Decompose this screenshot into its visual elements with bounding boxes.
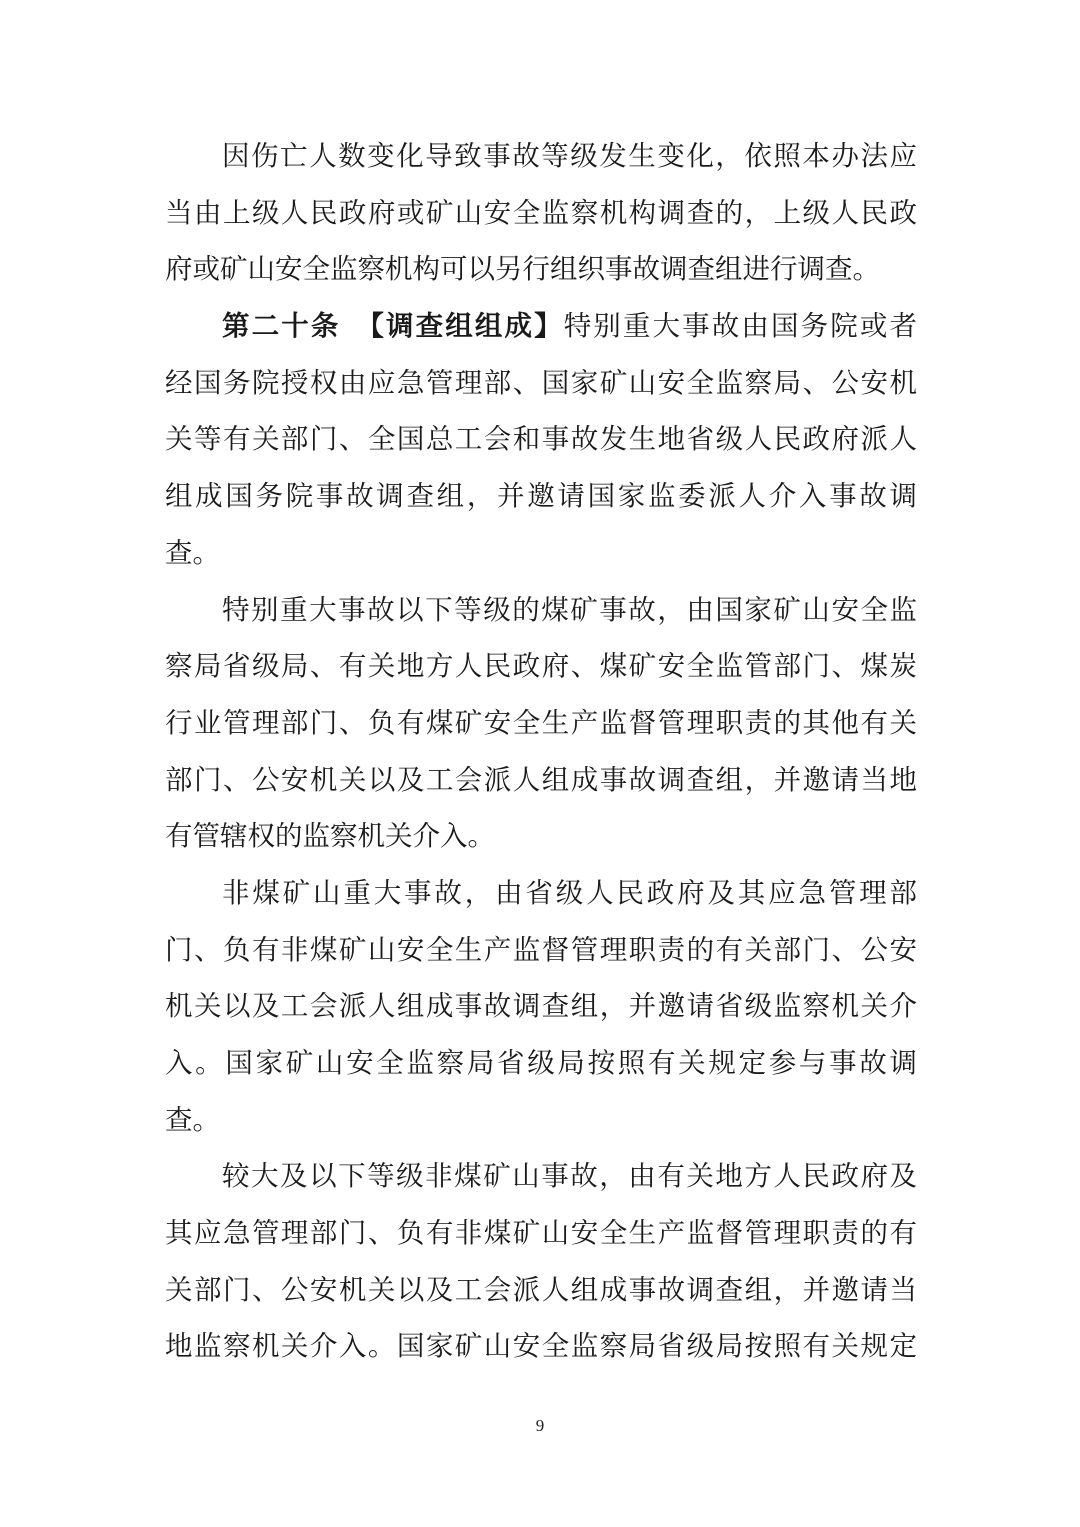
text-line xyxy=(165,1205,917,1262)
text-line xyxy=(165,1092,917,1149)
line-text: 较大及以下等级非煤矿山事故，由有关地方人民政府及 xyxy=(222,1160,917,1193)
text-line xyxy=(165,1262,917,1319)
line-text: 部门、公安机关以及工会派人组成事故调查组，并邀请当地 xyxy=(165,763,917,796)
body-text xyxy=(165,128,917,1375)
line-text: 其应急管理部门、负有非煤矿山安全生产监督管理职责的有 xyxy=(165,1217,917,1250)
text-line xyxy=(165,411,917,468)
line-text: 特别重大事故由国务院或者 xyxy=(563,310,917,343)
text-line xyxy=(165,355,917,412)
line-text: 当由上级人民政府或矿山安全监察机构调查的，上级人民政 xyxy=(165,196,917,229)
line-text: 查。 xyxy=(165,1103,220,1136)
text-line xyxy=(165,468,917,525)
line-text: 入。国家矿山安全监察局省级局按照有关规定参与事故调 xyxy=(165,1047,917,1079)
line-text: 有管辖权的监察机关介入。 xyxy=(165,820,495,853)
line-text: 关部门、公安机关以及工会派人组成事故调查组，并邀请当 xyxy=(165,1273,917,1306)
text-line xyxy=(165,525,917,582)
article-heading: 第二十条 【调查组组成】 xyxy=(222,310,564,343)
text-line xyxy=(165,808,917,865)
text-line xyxy=(165,298,917,355)
line-text: 查。 xyxy=(165,536,220,569)
text-line xyxy=(165,978,917,1035)
line-text: 组成国务院事故调查组，并邀请国家监委派人介入事故调 xyxy=(165,480,917,513)
text-line xyxy=(165,1318,917,1375)
text-line xyxy=(165,865,917,922)
line-text: 非煤矿山重大事故，由省级人民政府及其应急管理部 xyxy=(222,876,917,909)
line-text: 关等有关部门、全国总工会和事故发生地省级人民政府派人 xyxy=(165,423,917,456)
text-line xyxy=(165,1148,917,1205)
text-line xyxy=(165,695,917,752)
text-line xyxy=(165,128,917,185)
line-text: 行业管理部门、负有煤矿安全生产监督管理职责的其他有关 xyxy=(165,706,917,739)
text-line xyxy=(165,1035,917,1092)
text-line xyxy=(165,638,917,695)
line-text: 因伤亡人数变化导致事故等级发生变化，依照本办法应 xyxy=(222,140,917,172)
line-text: 门、负有非煤矿山安全生产监督管理职责的有关部门、公安 xyxy=(165,933,917,966)
line-text: 机关以及工会派人组成事故调查组，并邀请省级监察机关介 xyxy=(165,990,917,1023)
text-line xyxy=(165,922,917,979)
line-text: 府或矿山安全监察机构可以另行组织事故调查组进行调查。 xyxy=(165,253,880,286)
text-line xyxy=(165,752,917,809)
line-text: 经国务院授权由应急管理部、国家矿山安全监察局、公安机 xyxy=(165,366,917,399)
line-text: 特别重大事故以下等级的煤矿事故，由国家矿山安全监 xyxy=(222,593,917,626)
line-text: 察局省级局、有关地方人民政府、煤矿安全监管部门、煤炭 xyxy=(165,650,917,683)
page-number: 9 xyxy=(535,1416,545,1435)
text-line xyxy=(165,582,917,639)
line-text: 地监察机关介入。国家矿山安全监察局省级局按照有关规定 xyxy=(165,1330,917,1363)
text-line xyxy=(165,185,917,242)
text-line xyxy=(165,241,917,298)
